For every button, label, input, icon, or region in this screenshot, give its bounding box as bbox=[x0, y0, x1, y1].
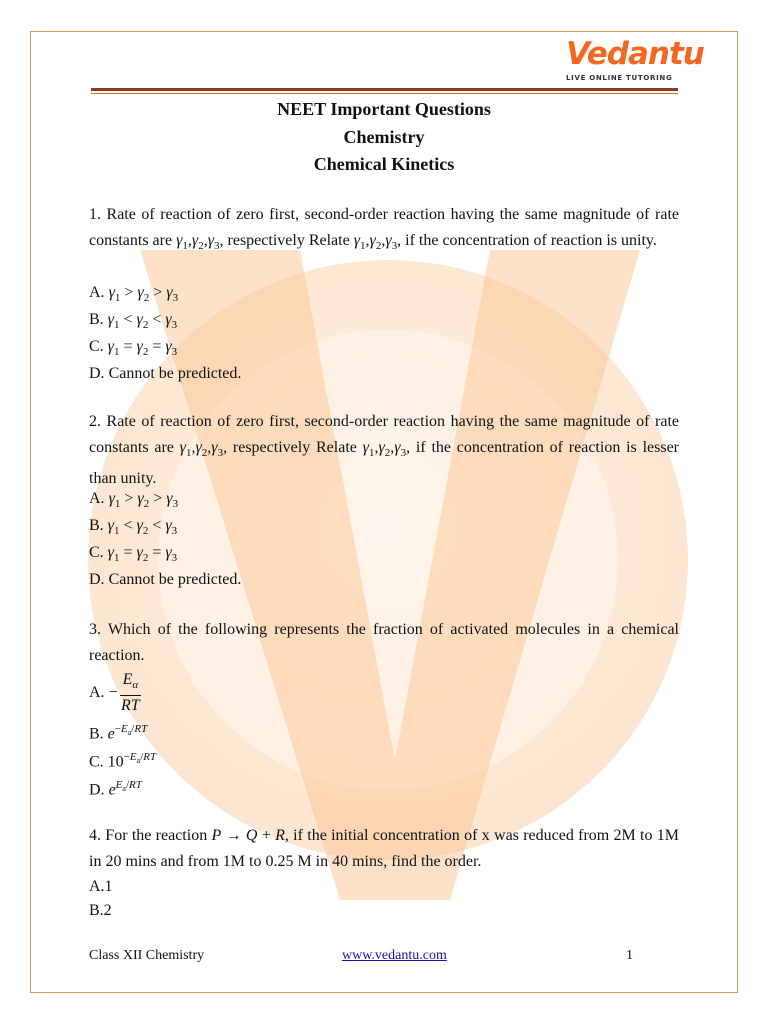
header-rule bbox=[91, 88, 678, 91]
logo-wordmark: Vedantu bbox=[566, 36, 704, 72]
page-title: NEET Important Questions bbox=[277, 99, 491, 119]
question-2-option-d: D. Cannot be predicted. bbox=[89, 571, 242, 588]
vedantu-website-link[interactable]: www.vedantu.com bbox=[342, 948, 447, 963]
question-2-option-c: C. $\gamma_1 = \gamma_2 = \gamma_3$ bbox=[89, 544, 178, 565]
question-1-option-c: C. $\gamma_1 = \gamma_2 = \gamma_3$ bbox=[89, 338, 178, 359]
question-3-text: 3. Which of the following represents the fraction of activated molecules in a chemical reaction. bbox=[89, 621, 679, 664]
question-4-option-a: A.1 bbox=[89, 878, 113, 895]
question-4-text: 4. For the reaction P → Q + R, if the initial concentration of x was reduced from 2M to 1M in 20 mins and from 1M to 0.25 M in 40 mins, find the order. bbox=[89, 827, 680, 870]
question-3-option-d: D. $e^{E_a/RT}$ bbox=[89, 779, 142, 799]
question-1-text: 1. Rate of reaction of zero first, second-order reaction having the same magnitude of rate constants are $\gamma_1,\gamma_2,\gamma_3$, respectively Relate $\gamma_1,\gamma_2,\gamma_3$, if the concentration of reaction is unity. bbox=[89, 206, 679, 253]
question-3-option-b: B. $e^{-E_a/RT}$ bbox=[89, 723, 148, 743]
question-2-text: 2. Rate of reaction of zero first, second-order reaction having the same magnitude of rate constants are $\gamma_1,\gamma_2,\gamma_3$, respectively Relate $\gamma_1,\gamma_2,\gamma_3$, if the concentration of reaction is lesser than unity. bbox=[89, 413, 680, 488]
question-3-option-a: A. − $\frac{E_\alpha}{RT}$ bbox=[89, 671, 140, 715]
question-1-option-a: A. $\gamma_1 > \gamma_2 > \gamma_3$ bbox=[89, 284, 179, 305]
page-number: 1 bbox=[626, 948, 633, 963]
subject-title: Chemistry bbox=[343, 127, 425, 147]
question-2-option-b: B. $\gamma_1 < \gamma_2 < \gamma_3$ bbox=[89, 517, 178, 538]
footer-class-label: Class XII Chemistry bbox=[89, 948, 205, 963]
question-1-option-d: D. Cannot be predicted. bbox=[89, 365, 242, 382]
question-4-option-b: B.2 bbox=[89, 902, 112, 919]
question-1-option-b: B. $\gamma_1 < \gamma_2 < \gamma_3$ bbox=[89, 311, 178, 332]
logo-tagline: LIVE ONLINE TUTORING bbox=[566, 74, 673, 82]
question-3-option-c: C. $10^{-E_a/RT}$ bbox=[89, 751, 157, 771]
vedantu-logo bbox=[560, 36, 704, 84]
header-rule-thin bbox=[91, 93, 678, 94]
chapter-title: Chemical Kinetics bbox=[313, 154, 455, 174]
question-2-option-a: A. $\gamma_1 > \gamma_2 > \gamma_3$ bbox=[89, 490, 179, 511]
footer-link-wrap bbox=[342, 948, 447, 964]
